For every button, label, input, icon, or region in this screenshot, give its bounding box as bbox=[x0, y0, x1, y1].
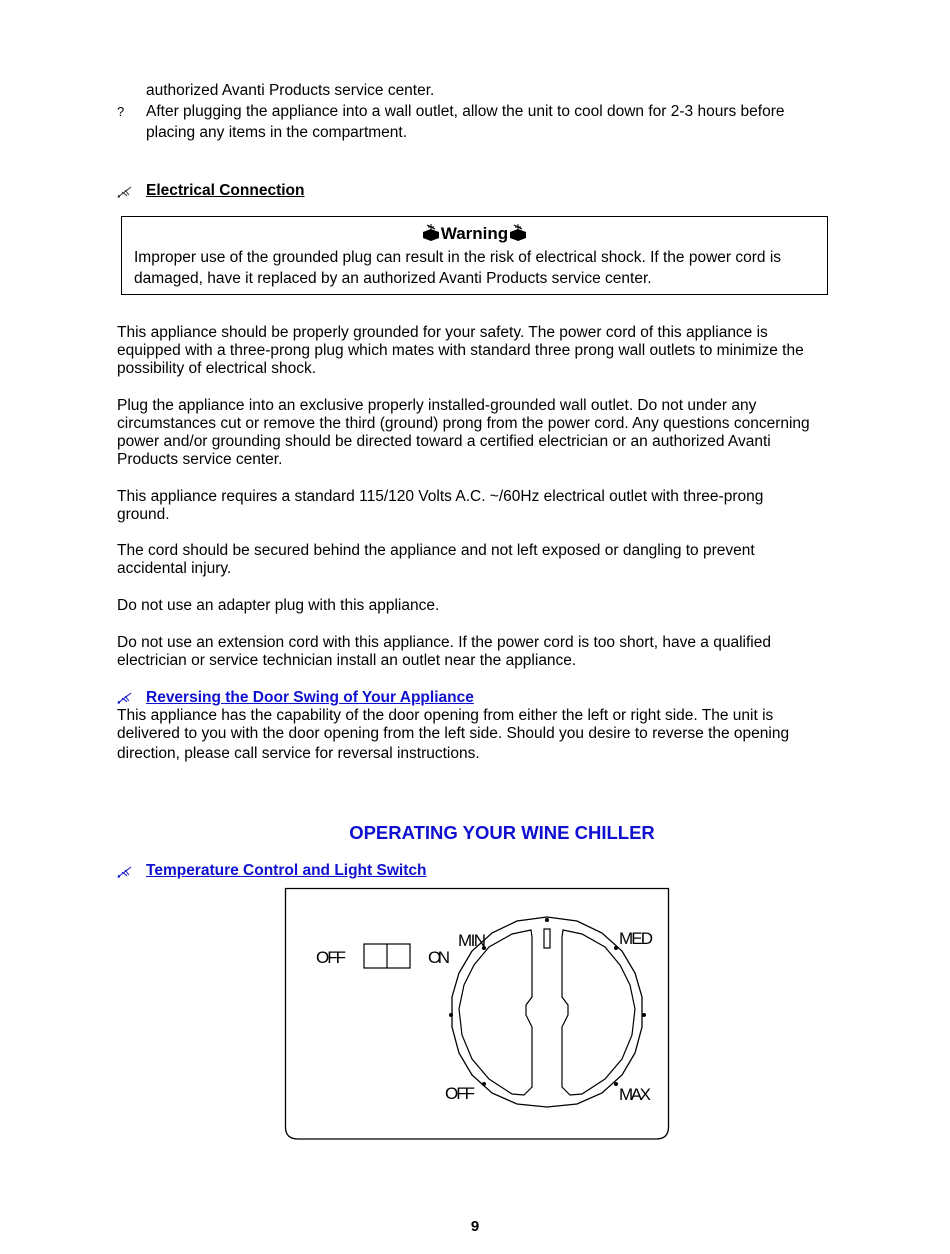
paragraph-line: Do not use an extension cord with this appliance. If the power cord is too short, have a qualified bbox=[117, 634, 771, 651]
paragraph-voltage bbox=[117, 488, 837, 524]
dial-tick-top bbox=[545, 918, 549, 922]
warning-box bbox=[121, 216, 828, 295]
warning-title bbox=[122, 223, 827, 244]
control-panel-diagram bbox=[284, 887, 672, 1143]
intro-bullet-line-1: After plugging the appliance into a wall outlet, allow the unit to cool down for 2-3 hours before bbox=[146, 103, 785, 120]
warning-hand-icon bbox=[508, 223, 528, 241]
paragraph-line: This appliance should be properly grounded for your safety. The power cord of this appliance is bbox=[117, 324, 768, 341]
writing-hand-icon bbox=[117, 185, 133, 199]
warning-hand-icon bbox=[421, 223, 441, 241]
dial-indicator bbox=[544, 929, 550, 948]
paragraph-line: Products service center. bbox=[117, 451, 283, 468]
dial-tick-right bbox=[642, 1013, 646, 1017]
paragraph-extension bbox=[117, 634, 837, 670]
paragraph-adapter bbox=[117, 597, 837, 615]
paragraph-line: accidental injury. bbox=[117, 560, 232, 577]
paragraph-line: This appliance requires a standard 115/120 Volts A.C. ~/60Hz electrical outlet with three-prong bbox=[117, 488, 764, 505]
warning-line: damaged, have it replaced by an authorized Avanti Products service center. bbox=[134, 270, 652, 287]
electrical-connection-heading: Electrical Connection bbox=[146, 182, 305, 199]
dial-tick-left bbox=[449, 1013, 453, 1017]
writing-hand-icon bbox=[117, 691, 133, 705]
dial-tick-med bbox=[614, 946, 618, 950]
paragraph-line: possibility of electrical shock. bbox=[117, 360, 316, 377]
page-number: 9 bbox=[470, 1218, 480, 1235]
paragraph-line: ground. bbox=[117, 506, 170, 523]
paragraph-line: direction, please call service for reversal instructions. bbox=[117, 745, 480, 762]
section-title: OPERATING YOUR WINE CHILLER bbox=[349, 822, 655, 843]
warning-line: Improper use of the grounded plug can result in the risk of electrical shock. If the power cord is bbox=[134, 249, 782, 266]
paragraph-line: delivered to you with the door opening from the left side. Should you desire to reverse the opening bbox=[117, 725, 790, 742]
paragraph-line: Do not use an adapter plug with this appliance. bbox=[117, 597, 440, 614]
paragraph-line: equipped with a three-prong plug which mates with standard three prong wall outlets to minimize the bbox=[117, 342, 804, 359]
paragraph-line: power and/or grounding should be directed toward a certified electrician or an authorized Avanti bbox=[117, 433, 771, 450]
dial-tick-max bbox=[614, 1082, 618, 1086]
switch-on-label: ON bbox=[428, 948, 450, 967]
dial-off-label: OFF bbox=[445, 1084, 475, 1103]
paragraph-line: circumstances cut or remove the third (ground) prong from the power cord. Any questions concerning bbox=[117, 415, 810, 432]
warning-title-text: Warning bbox=[440, 224, 509, 243]
paragraph-line: Plug the appliance into an exclusive properly installed-grounded wall outlet. Do not under any bbox=[117, 397, 757, 414]
writing-hand-icon bbox=[117, 865, 133, 879]
control-panel-outline bbox=[286, 889, 669, 1140]
paragraph-line: This appliance has the capability of the door opening from either the left or right side. The unit is bbox=[117, 707, 774, 724]
intro-bullet-line-2: placing any items in the compartment. bbox=[146, 124, 408, 141]
paragraph-grounding bbox=[117, 324, 837, 378]
temperature-control-heading[interactable]: Temperature Control and Light Switch bbox=[146, 862, 427, 879]
warning-body bbox=[134, 247, 824, 289]
paragraph-door-swing bbox=[117, 707, 837, 763]
intro-continuation: authorized Avanti Products service center. bbox=[146, 82, 435, 99]
dial-min-label: MIN bbox=[458, 931, 486, 950]
bullet-symbol: ? bbox=[117, 104, 125, 119]
paragraph-line: electrician or service technician install an outlet near the appliance. bbox=[117, 652, 577, 669]
dial-max-label: MAX bbox=[619, 1085, 651, 1104]
switch-off-label: OFF bbox=[316, 948, 346, 967]
paragraph-line: The cord should be secured behind the appliance and not left exposed or dangling to prevent bbox=[117, 542, 755, 559]
paragraph-outlet bbox=[117, 397, 837, 469]
door-swing-heading[interactable]: Reversing the Door Swing of Your Appliance bbox=[146, 689, 474, 706]
dial-tick-off bbox=[482, 1082, 486, 1086]
paragraph-cord bbox=[117, 542, 837, 578]
dial-med-label: MED bbox=[619, 929, 653, 948]
